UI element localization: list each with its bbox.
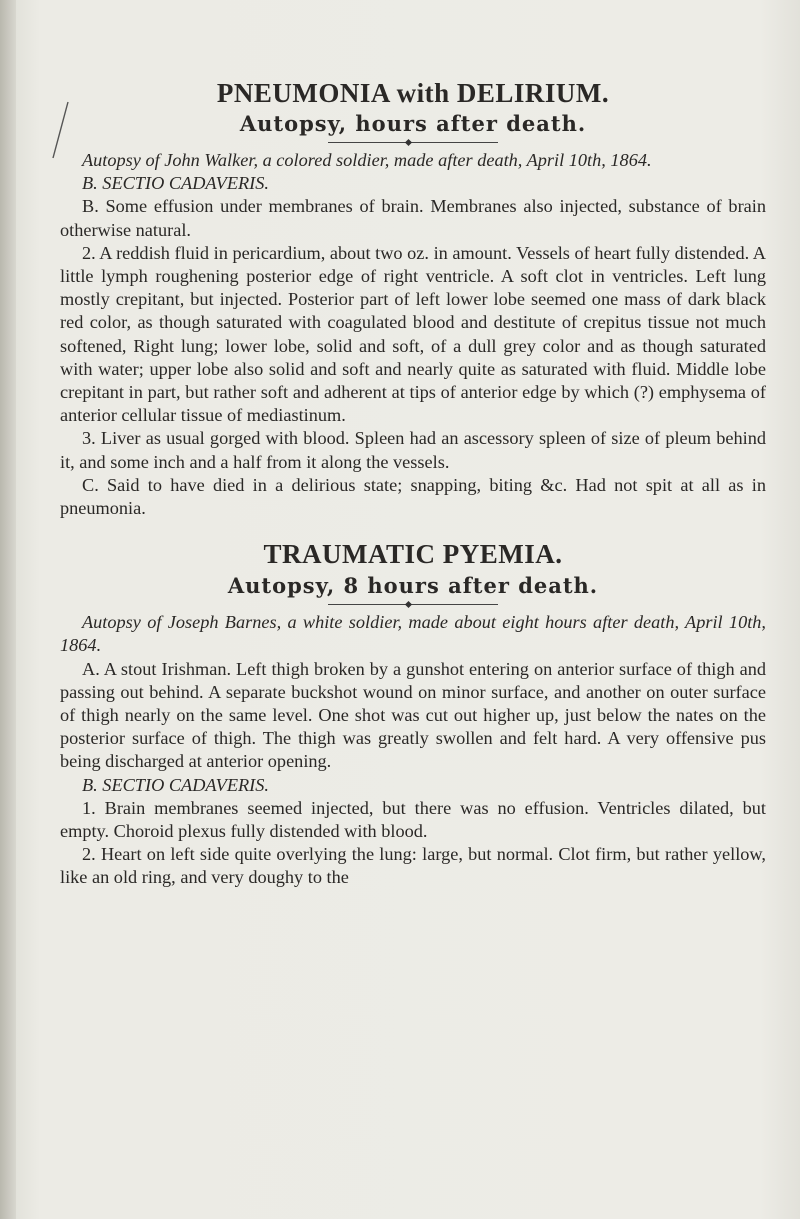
section1-title: PNEUMONIA with DELIRIUM. bbox=[216, 78, 610, 108]
section1-intro: Autopsy of John Walker, a colored soldier, made after death, April 10th, 1864. bbox=[82, 150, 652, 170]
section2-intro: Autopsy of Joseph Barnes, a white soldier, made about eight hours after death, April 10th, 1864. bbox=[60, 612, 766, 656]
section1-paragraph-3: 3. Liver as usual gorged with blood. Spleen had an ascessory spleen of size of pleum behind it, and some inch and a half from it along the vessels. bbox=[60, 428, 766, 472]
section1-paragraph-1: B. Some effusion under membranes of brain. Membranes also injected, substance of brain otherwise natural. bbox=[60, 196, 766, 240]
section2-title: TRAUMATIC PYEMIA. bbox=[263, 539, 563, 570]
divider-rule bbox=[328, 604, 498, 605]
section1-subtitle: Autopsy, hours after death. bbox=[239, 111, 587, 136]
section2-heading-b: B. SECTIO CADAVERIS. bbox=[82, 774, 269, 795]
section1-paragraph-4: C. Said to have died in a delirious state; snapping, biting &c. Had not spit at all as in pneumonia. bbox=[60, 474, 766, 519]
section2-subtitle: Autopsy, 8 hours after death. bbox=[227, 573, 599, 599]
section2-paragraph-2: 2. Heart on left side quite overlying the lung: large, but normal. Clot firm, but rather yellow, like an old ring, and very doughy to the bbox=[60, 844, 766, 888]
page-binding-edge bbox=[0, 0, 16, 1219]
document-content bbox=[60, 78, 766, 890]
divider-rule bbox=[328, 142, 498, 143]
section1-heading-b: B. SECTIO CADAVERIS. bbox=[82, 173, 269, 194]
section1-paragraph-2: 2. A reddish fluid in pericardium, about two oz. in amount. Vessels of heart fully distended. A little lymph roughening posterior edge of right ventricle. A soft clot in ventricles. Left lung mostly crepitant, but injected. Posterior part of left lower lobe seemed one mass of dark black red color, as though saturated with coagulated blood and destitute of crepitus tissue not much softened, Right lung; lower lobe, solid and soft, of a dull grey color and as though saturated with water; upper lobe also solid and soft and nearly quite as saturated with fluid. Middle lobe crepitant in part, but rather soft and adherent at tips of anterior edge by which (?) emphysema of anterior cellular tissue of mediastinum. bbox=[60, 242, 766, 426]
section2-paragraph-1: 1. Brain membranes seemed injected, but there was no effusion. Ventricles dilated, but empty. Choroid plexus fully distended with blood. bbox=[60, 797, 766, 842]
section2-paragraph-a: A. A stout Irishman. Left thigh broken by a gunshot entering on anterior surface of thigh and passing out behind. A separate buckshot wound on minor surface, and another on outer surface of thigh nearly on the same level. One shot was cut out higher up, just below the nates on the posterior surface of thigh. The thigh was greatly swollen and felt hard. A very offensive pus being discharged at anterior opening. bbox=[60, 658, 766, 772]
